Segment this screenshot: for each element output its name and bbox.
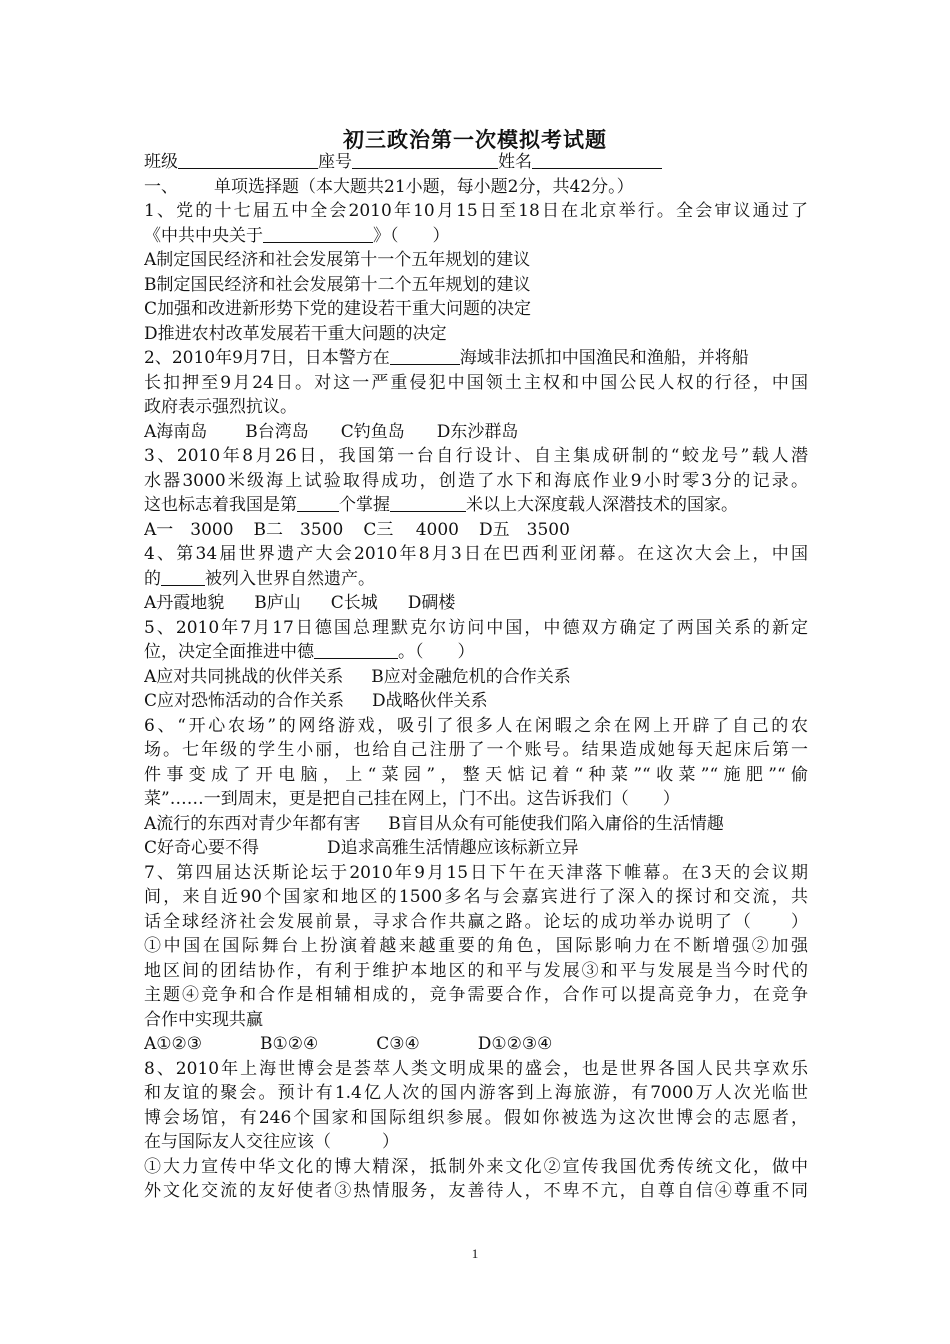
q1-option-a: A制定国民经济和社会发展第十一个五年规划的建议 bbox=[144, 250, 531, 270]
q7-line-3: 话全球经济社会发展前景，寻求合作共赢之路。论坛的成功举办说明了（ ） bbox=[144, 911, 808, 932]
student-info-line bbox=[144, 150, 808, 175]
q5-option-d: D战略伙伴关系 bbox=[372, 691, 488, 711]
q5-option-c: C应对恐怖活动的合作关系 bbox=[144, 691, 345, 711]
q1-option-d: D推进农村改革发展若干重大问题的决定 bbox=[144, 323, 447, 344]
q8-line-2: 和友谊的聚会。预计有1.4亿人次的国内游客到上海旅游，有7000万人次光临世 bbox=[144, 1083, 808, 1103]
q2-option-c: C钓鱼岛 bbox=[340, 421, 405, 442]
q6-option-d: D追求高雅生活情趣应该标新立异 bbox=[327, 838, 579, 858]
q6-options-cd bbox=[144, 836, 808, 861]
q3-option-c: C三 4000 bbox=[363, 519, 459, 540]
q4-stem-text-2: 被列入世界自然遗产。 bbox=[205, 568, 375, 589]
q3-line-3 bbox=[144, 493, 808, 518]
page-title: 初三政治第一次模拟考试题 bbox=[343, 127, 607, 152]
q5-options-ab bbox=[144, 665, 808, 690]
q7-option-d: D①②③④ bbox=[477, 1034, 553, 1054]
q3-stem-text: 这也标志着我国是第 bbox=[144, 495, 297, 515]
q8-line-3: 博会场馆，有246个国家和国际组织参展。假如你被选为这次世博会的志愿者， bbox=[144, 1107, 808, 1128]
q5-blank bbox=[314, 641, 398, 659]
class-blank[interactable] bbox=[178, 151, 318, 169]
class-label: 班级 bbox=[144, 152, 178, 172]
q3-option-a: A一 3000 bbox=[144, 519, 234, 540]
q7-line-4: ①中国在国际舞台上扮演着越来越重要的角色，国际影响力在不断增强②加强 bbox=[144, 936, 808, 956]
q4-line-2 bbox=[144, 567, 808, 592]
q3-option-d: D五 3500 bbox=[479, 519, 570, 540]
q8-line-4: 在与国际友人交往应该（ ） bbox=[144, 1132, 399, 1152]
section-heading bbox=[144, 175, 808, 200]
q4-line-1: 4、第34届世界遗产大会2010年8月3日在巴西利亚闭幕。在这次大会上，中国 bbox=[144, 544, 808, 564]
q2-option-b: B台湾岛 bbox=[245, 421, 309, 442]
q5-line-2 bbox=[144, 640, 808, 665]
q7-line-6: 主题④竞争和合作是相辅相成的，竞争需要合作，合作可以提高竞争力，在竞争 bbox=[144, 985, 808, 1005]
q3-line-2: 水器3000米级海上试验取得成功，创造了水下和海底作业9小时零3分的记录。 bbox=[144, 470, 808, 491]
q4-option-a: A丹霞地貌 bbox=[144, 593, 225, 613]
q6-option-a: A流行的东西对青少年都有害 bbox=[144, 813, 361, 834]
q6-line-1: 6、“开心农场”的网络游戏，吸引了很多人在闲暇之余在网上开辟了自己的农 bbox=[144, 715, 808, 736]
q2-line-2: 长扣押至9月24日。对这一严重侵犯中国领土主权和中国公民人权的行径，中国 bbox=[144, 372, 808, 393]
q1-option-b: B制定国民经济和社会发展第十二个五年规划的建议 bbox=[144, 274, 531, 295]
q7-line-5: 地区间的团结协作，有利于维护本地区的和平与发展③和平与发展是当今时代的 bbox=[144, 960, 808, 981]
q8-line-5: ①大力宣传中华文化的博大精深，抵制外来文化②宣传我国优秀传统文化，做中 bbox=[144, 1156, 808, 1177]
q2-stem-text-2: 海域非法抓扣中国渔民和渔船，并将船 bbox=[459, 348, 749, 368]
q6-option-c: C好奇心要不得 bbox=[144, 838, 260, 858]
q5-option-b: B应对金融危机的合作关系 bbox=[371, 666, 571, 687]
q4-options bbox=[144, 591, 808, 616]
q7-line-7: 合作中实现共赢 bbox=[144, 1009, 263, 1030]
q1-option-c: C加强和改进新形势下党的建设若干重大问题的决定 bbox=[144, 299, 532, 319]
q5-option-a: A应对共同挑战的伙伴关系 bbox=[144, 666, 344, 687]
name-label: 姓名 bbox=[498, 152, 532, 172]
q3-stem-text-3: 米以上大深度载人深潜技术的国家。 bbox=[466, 495, 738, 515]
q4-blank bbox=[161, 568, 205, 586]
q1-line-1: 1、党的十七届五中全会2010年10月15日至18日在北京举行。全会审议通过了 bbox=[144, 201, 808, 221]
q2-line-3: 政府表示强烈抗议。 bbox=[144, 397, 297, 417]
name-blank[interactable] bbox=[532, 151, 662, 169]
q4-option-b: B庐山 bbox=[254, 593, 301, 613]
q2-options bbox=[144, 420, 808, 445]
q3-line-1: 3、2010年8月26日，我国第一台自行设计、自主集成研制的“蛟龙号”载人潜 bbox=[144, 446, 808, 466]
page-number: 1 bbox=[471, 1246, 479, 1261]
q7-option-c: C③④ bbox=[376, 1034, 420, 1054]
q3-blank-1 bbox=[297, 494, 339, 512]
q6-line-3: 件事变成了开电脑，上“菜园”，整天惦记着“种菜”“收菜”“施肥”“偷 bbox=[144, 764, 808, 785]
q2-option-a: A海南岛 bbox=[144, 421, 208, 442]
q3-blank-2 bbox=[390, 494, 466, 512]
q8-line-6: 外文化交流的友好使者③热情服务，友善待人，不卑不亢，自尊自信④尊重不同 bbox=[144, 1181, 808, 1201]
q2-blank bbox=[390, 347, 460, 365]
q7-line-2: 间，来自近90个国家和地区的1500多名与会嘉宾进行了深入的探讨和交流，共 bbox=[144, 887, 808, 907]
q8-line-1: 8、2010年上海世博会是荟萃人类文明成果的盛会，也是世界各国人民共享欢乐 bbox=[144, 1058, 808, 1079]
q5-line-1: 5、2010年7月17日德国总理默克尔访问中国，中德双方确定了两国关系的新定 bbox=[144, 617, 808, 638]
q1-stem-end: 》（ ） bbox=[373, 225, 450, 246]
q1-blank bbox=[263, 225, 373, 243]
q5-stem-text: 位，决定全面推进中德 bbox=[144, 642, 314, 662]
q5-stem-end: 。（ ） bbox=[398, 642, 475, 662]
seat-blank[interactable] bbox=[352, 151, 498, 169]
q7-option-b: B①②④ bbox=[260, 1034, 319, 1054]
section-number: 一、 bbox=[144, 176, 178, 197]
q2-stem-text: 2、2010年9月7日，日本警方在 bbox=[144, 348, 390, 368]
q3-option-b: B二 3500 bbox=[253, 519, 344, 540]
exam-content bbox=[144, 150, 808, 1204]
q7-options bbox=[144, 1032, 808, 1057]
q2-line-1 bbox=[144, 346, 808, 371]
q4-option-c: C长城 bbox=[330, 593, 378, 613]
q4-stem-text: 的 bbox=[144, 568, 161, 589]
q4-option-d: D碉楼 bbox=[407, 593, 456, 613]
seat-label: 座号 bbox=[318, 152, 352, 172]
section-text: 单项选择题（本大题共21小题，每小题2分，共42分。） bbox=[214, 176, 634, 197]
q7-option-a: A①②③ bbox=[144, 1034, 202, 1054]
q7-line-1: 7、第四届达沃斯论坛于2010年9月15日下午在天津落下帷幕。在3天的会议期 bbox=[144, 862, 808, 883]
q6-option-b: B盲目从众有可能使我们陷入庸俗的生活情趣 bbox=[388, 813, 724, 834]
q3-options bbox=[144, 518, 808, 543]
q1-stem-text: 《中共中央关于 bbox=[144, 225, 263, 246]
q6-options-ab bbox=[144, 812, 808, 837]
q3-stem-text-2: 个掌握 bbox=[339, 495, 390, 515]
q6-line-4: 菜”……一到周末，更是把自己挂在网上，门不出。这告诉我们（ ） bbox=[144, 789, 680, 809]
q6-line-2: 场。七年级的学生小丽，也给自己注册了一个账号。结果造成她每天起床后第一 bbox=[144, 740, 808, 760]
q1-line-2 bbox=[144, 224, 808, 249]
q2-option-d: D东沙群岛 bbox=[436, 421, 519, 442]
q5-options-cd bbox=[144, 689, 808, 714]
